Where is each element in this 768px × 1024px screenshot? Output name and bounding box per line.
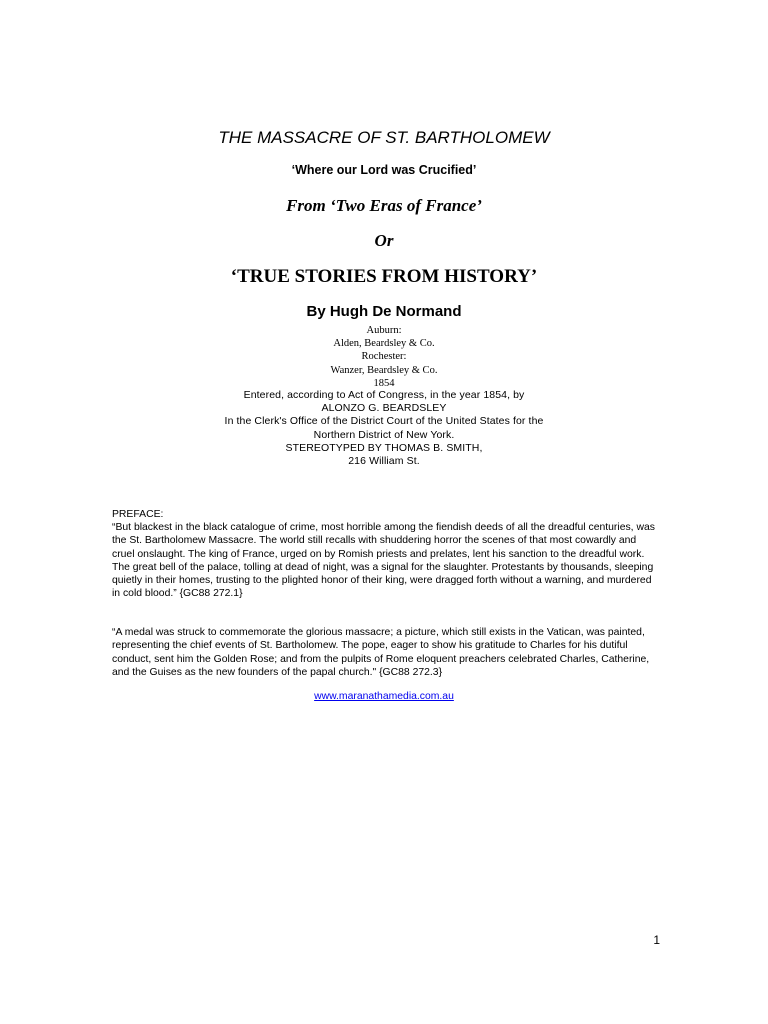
preface-text: “A medal was struck to commemorate the glorious massacre; a picture, which still exists in the Vatican, was painted, representing the chief events of St. Bartholomew. The pope, eager to show his gratitude to Charles for his dutiful conduct, sent him the Golden Rose; and from the pulpits of Rome eloquent preachers celebrated Charles, Catherine, and the Guises as the new founders of the papal church." {GC88 272.3}: [112, 627, 650, 678]
alternate-title: ‘TRUE STORIES FROM HISTORY’: [230, 266, 538, 287]
publication-info: [0, 324, 768, 390]
publication-line: Auburn:: [366, 325, 402, 336]
copyright-line: In the Clerk's Office of the District Court of the United States for the: [224, 415, 544, 428]
author-line: By Hugh De Normand: [306, 303, 462, 320]
publication-line: Alden, Beardsley & Co.: [333, 338, 435, 350]
publication-line: Wanzer, Beardsley & Co.: [330, 364, 438, 376]
preface-paragraph: [112, 626, 658, 679]
preface-text: “But blackest in the black catalogue of crime, most horrible among the fiendish deeds of all the dreadful centuries, was the St. Bartholomew Massacre. The world still recalls with shuddering horror the scenes of that most cowardly and cruel onslaught. The king of France, urged on by Romish priests and prelates, lent his sanction to the dreadful work. The great bell of the palace, tolling at dead of night, was a signal for the slaughter. Protestants by thousands, sleeping quietly in their homes, trusting to the plighted honor of their king, were dragged forth without a warning, and murdered in cold blood.” {GC88 272.1}: [112, 522, 655, 600]
preface-heading: PREFACE:: [112, 509, 164, 520]
copyright-line: STEREOTYPED BY THOMAS B. SMITH,: [285, 441, 483, 454]
document-title: THE MASSACRE OF ST. BARTHOLOMEW: [218, 128, 550, 147]
publication-line: Rochester:: [361, 351, 407, 363]
publication-line: 1854: [373, 377, 395, 389]
or-line: Or: [374, 231, 394, 250]
website-link[interactable]: www.maranathamedia.com.au: [314, 691, 454, 702]
source-line: From ‘Two Eras of France’: [286, 196, 482, 215]
copyright-line: Northern District of New York.: [313, 428, 455, 441]
website-link-container: [0, 691, 768, 702]
copyright-notice: [0, 389, 768, 468]
copyright-line: 216 William St.: [348, 455, 420, 468]
preface-paragraph: [112, 521, 658, 601]
document-subtitle: ‘Where our Lord was Crucified’: [291, 163, 477, 177]
copyright-line: ALONZO G. BEARDSLEY: [321, 402, 447, 415]
page-number: 1: [653, 933, 660, 947]
copyright-line: Entered, according to Act of Congress, in the year 1854, by: [243, 389, 525, 401]
